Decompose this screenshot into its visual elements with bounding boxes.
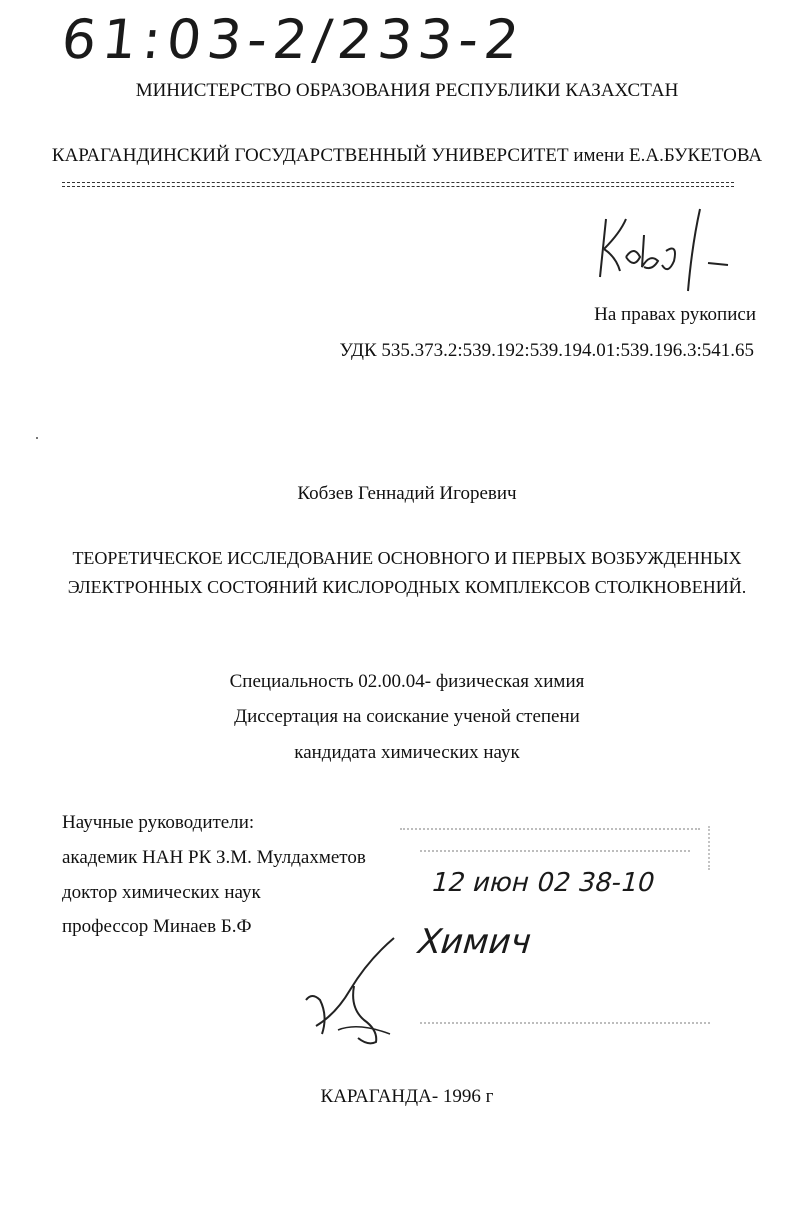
udk-code: УДК 535.373.2:539.192:539.194.01:539.196.3:541.65 — [339, 340, 754, 361]
author-name: Кобзев Геннадий Игоревич — [297, 483, 517, 504]
handwritten-receipt-date: 12 июн 02 38-10 — [428, 868, 659, 898]
faint-stamp-trace — [420, 850, 690, 852]
manuscript-rights-note: На правах рукописи — [594, 304, 756, 325]
author-signature — [590, 205, 740, 295]
scan-speck — [36, 437, 38, 439]
supervisors-label: Научные руководители: — [62, 812, 255, 833]
ministry-heading: МИНИСТЕРСТВО ОБРАЗОВАНИЯ РЕСПУБЛИКИ КАЗАХСТАН — [135, 80, 679, 101]
header-divider-top — [62, 182, 734, 183]
supervisor-signature — [298, 930, 428, 1050]
university-heading: КАРАГАНДИНСКИЙ ГОСУДАРСТВЕННЫЙ УНИВЕРСИТЕТ имени Е.А.БУКЕТОВА — [51, 145, 763, 166]
degree-line-1: Диссертация на соискание ученой степени — [234, 706, 580, 727]
specialty-line: Специальность 02.00.04- физическая химия — [229, 671, 585, 692]
supervisor-line: профессор Минаев Б.Ф — [62, 916, 252, 937]
dissertation-title-line-1: ТЕОРЕТИЧЕСКОЕ ИССЛЕДОВАНИЕ ОСНОВНОГО И ПЕРВЫХ ВОЗБУЖДЕННЫХ — [72, 548, 742, 568]
faint-stamp-trace — [400, 828, 700, 830]
header-divider-bottom — [62, 186, 734, 187]
faint-stamp-trace — [420, 1022, 710, 1024]
city-year: КАРАГАНДА- 1996 г — [320, 1086, 494, 1107]
faint-stamp-edge — [708, 826, 710, 870]
dissertation-title-line-2: ЭЛЕКТРОННЫХ СОСТОЯНИЙ КИСЛОРОДНЫХ КОМПЛЕКСОВ СТОЛКНОВЕНИЙ. — [67, 577, 747, 597]
degree-line-2: кандидата химических наук — [294, 742, 520, 763]
handwritten-department-note: Химич — [412, 922, 537, 962]
handwritten-archive-code: 61:03-2/233-2 — [58, 8, 528, 71]
supervisor-line: доктор химических наук — [62, 882, 261, 903]
supervisor-line: академик НАН РК З.М. Мулдахметов — [62, 847, 366, 868]
